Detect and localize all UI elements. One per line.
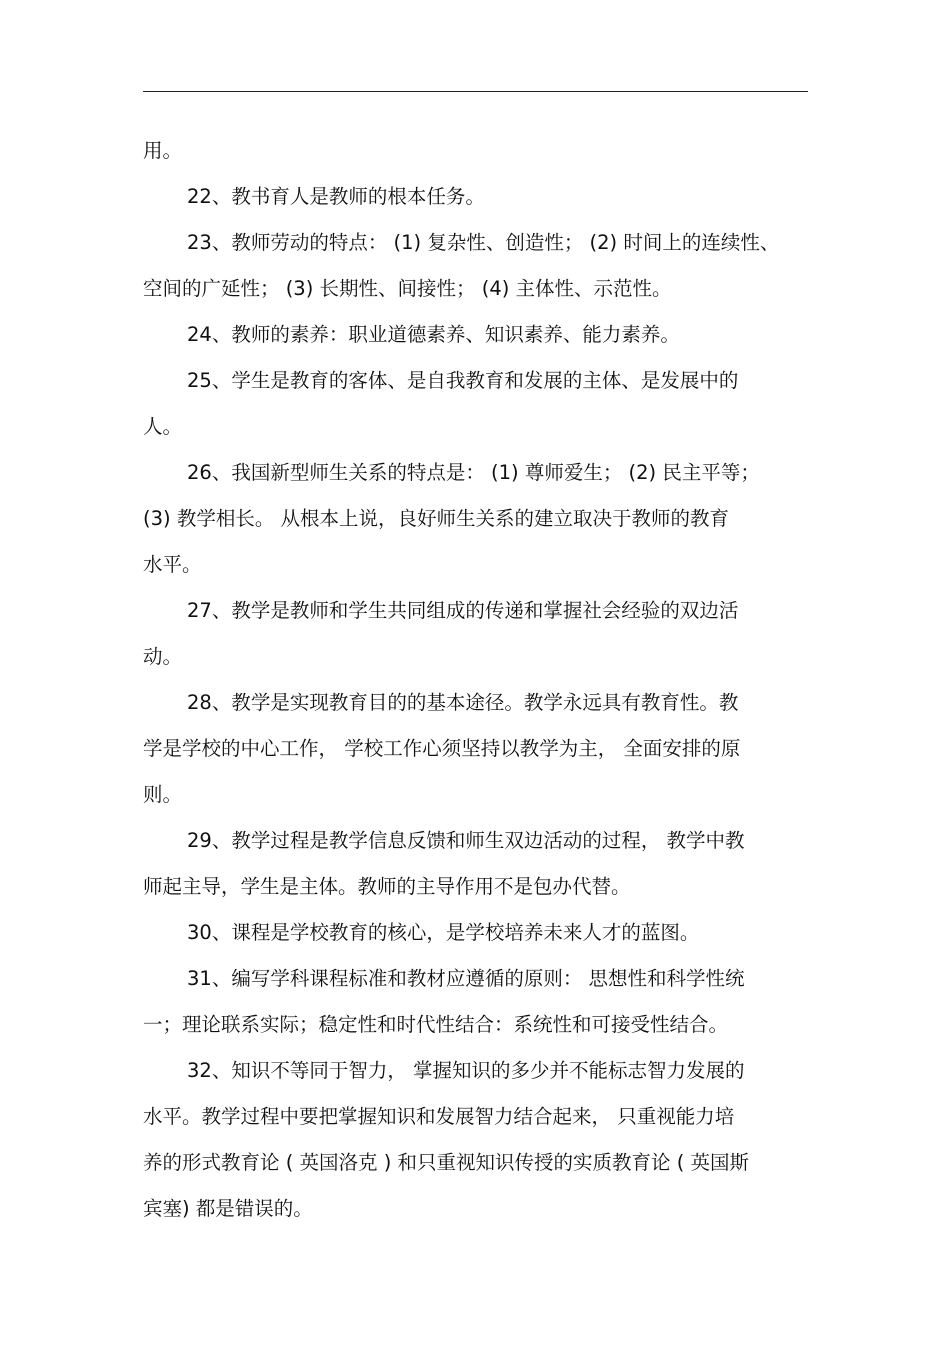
text-line: 动。 <box>143 645 183 668</box>
text-line: 水平。教学过程中要把掌握知识和发展智力结合起来， 只重视能力培 <box>143 1105 735 1128</box>
text-line: 用。 <box>143 139 183 162</box>
header-rule <box>143 91 808 92</box>
text-line: 水平。 <box>143 553 202 576</box>
text-line: 人。 <box>143 415 183 438</box>
text-line: (3) 教学相长。 从根本上说，良好师生关系的建立取决于教师的教育 <box>143 507 730 530</box>
text-line: 29、教学过程是教学信息反馈和师生双边活动的过程， 教学中教 <box>187 829 745 852</box>
text-line: 24、教师的素养：职业道德素养、知识素养、能力素养。 <box>187 323 680 346</box>
text-line: 26、我国新型师生关系的特点是： (1) 尊师爱生； (2) 民主平等； <box>187 461 760 484</box>
text-line: 23、教师劳动的特点： (1) 复杂性、创造性； (2) 时间上的连续性、 <box>187 231 780 254</box>
text-line: 一；理论联系实际；稳定性和时代性结合：系统性和可接受性结合。 <box>143 1013 729 1036</box>
text-line: 空间的广延性； (3) 长期性、间接性； (4) 主体性、示范性。 <box>143 277 672 300</box>
text-line: 25、学生是教育的客体、是自我教育和发展的主体、是发展中的 <box>187 369 739 392</box>
text-line: 22、教书育人是教师的根本任务。 <box>187 185 485 208</box>
text-line: 28、教学是实现教育目的的基本途径。教学永远具有教育性。教 <box>187 691 739 714</box>
text-line: 养的形式教育论 ( 英国洛克 ) 和只重视知识传授的实质教育论 ( 英国斯 <box>143 1151 750 1174</box>
text-line: 31、编写学科课程标准和教材应遵循的原则： 思想性和科学性统 <box>187 967 745 990</box>
text-line: 32、知识不等同于智力， 掌握知识的多少并不能标志智力发展的 <box>187 1059 745 1082</box>
text-line: 师起主导，学生是主体。教师的主导作用不是包办代替。 <box>143 875 631 898</box>
document-body <box>143 128 803 1232</box>
text-line: 学是学校的中心工作， 学校工作心须坚持以教学为主， 全面安排的原 <box>143 737 741 760</box>
text-line: 宾塞) 都是错误的。 <box>143 1197 313 1220</box>
text-line: 27、教学是教师和学生共同组成的传递和掌握社会经验的双边活 <box>187 599 739 622</box>
text-line: 30、课程是学校教育的核心，是学校培养未来人才的蓝图。 <box>187 921 700 944</box>
text-line: 则。 <box>143 783 183 806</box>
